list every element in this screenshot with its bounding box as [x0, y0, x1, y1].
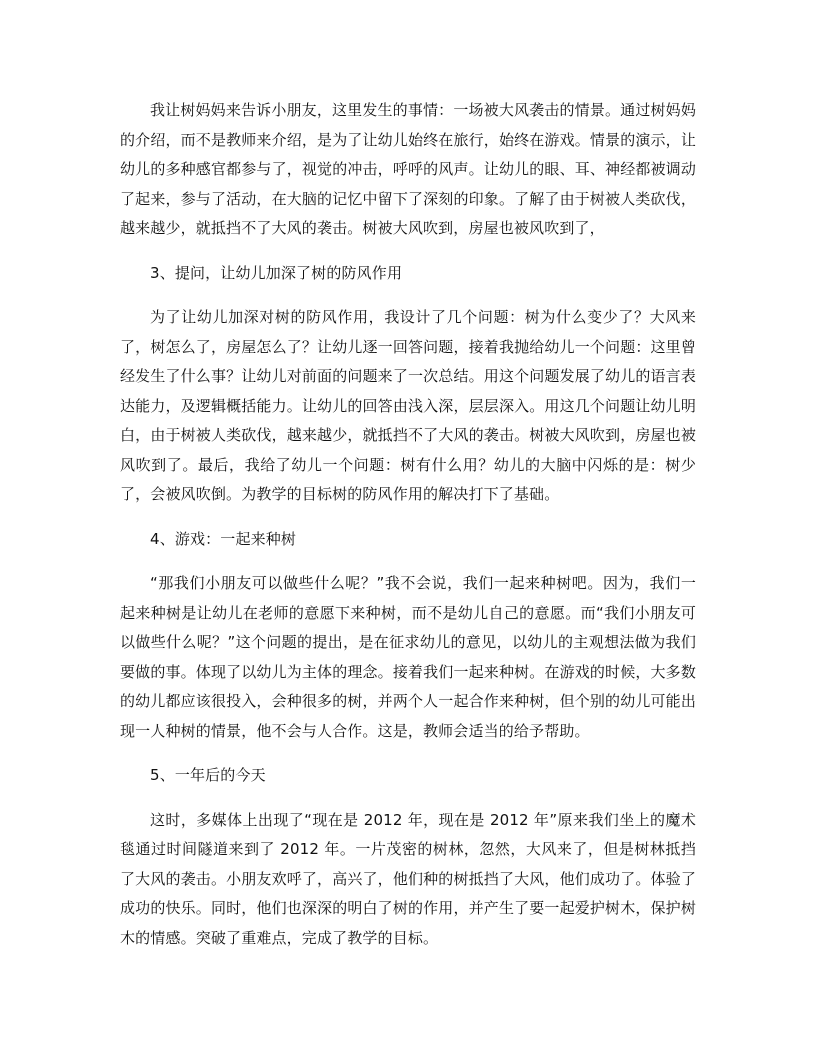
section-heading-3-questions: 3、提问，让幼儿加深了树的防风作用: [150, 263, 403, 282]
body-paragraph-questions: 为了让幼儿加深对树的防风作用，我设计了几个问题：树为什么变少了？大风来了，树怎么了，房屋怎么了？让幼儿逐一回答问题，接着我抛给幼儿一个问题：这里曾经发生了什么事？让幼儿对前面的问题来了一次总结。用这个问题发展了幼儿的语言表达能力，及逻辑概括能力。让幼儿的回答由浅入深，层层深入。用这几个问题让幼儿明白，由于树被人类砍伐，越来越少，就抵挡不了大风的袭击。树被大风吹到，房屋也被风吹到了。最后，我给了幼儿一个问题：树有什么用？幼儿的大脑中闪烁的是：树少了，会被风吹倒。为教学的目标树的防风作用的解决打下了基础。: [120, 308, 696, 503]
body-paragraph-2012-forest: 这时，多媒体上出现了“现在是 2012 年，现在是 2012 年”原来我们坐上的魔术毯通过时间隧道来到了 2012 年。一片茂密的树林，忽然，大风来了，但是树林抵挡了大风的袭击。小朋友欢呼了，高兴了，他们种的树抵挡了大风，他们成功了。体验了成功的快乐。同时，他们也深深的明白了树的作用，并产生了要一起爱护树木，保护树木的情感。突破了重难点，完成了教学的目标。: [120, 810, 696, 947]
section-heading-5-one-year-later: 5、一年后的今天: [150, 766, 266, 784]
document-body: [120, 96, 696, 953]
paragraph-spacer: [120, 288, 696, 303]
body-paragraph-planting-game: “那我们小朋友可以做些什么呢？”我不会说，我们一起来种树吧。因为，我们一起来种树是让幼儿在老师的意愿下来种树，而不是幼儿自己的意愿。而“我们小朋友可以做些什么呢？”这个问题的提出，是在征求幼儿的意见，以幼儿的主观想法做为我们要做的事。体现了以幼儿为主体的理念。接着我们一起来种树。在游戏的时候，大多数的幼儿都应该很投入，会种很多的树，并两个人一起合作来种树，但个别的幼儿可能出现一人种树的情景，他不会与人合作。这是，教师会适当的给予帮助。: [120, 574, 696, 740]
paragraph-spacer: [120, 554, 696, 569]
body-paragraph-tree-mother-scene: 我让树妈妈来告诉小朋友，这里发生的事情：一场被大风袭击的情景。通过树妈妈的介绍，而不是教师来介绍，是为了让幼儿始终在旅行，始终在游戏。情景的演示，让幼儿的多种感官都参与了，视觉的冲击，呼呼的风声。让幼儿的眼、耳、神经都被调动了起来，参与了活动，在大脑的记忆中留下了深刻的印象。了解了由于树被人类砍伐，越来越少，就抵挡不了大风的袭击。树被大风吹到，房屋也被风吹到了，: [120, 101, 696, 237]
paragraph-spacer: [120, 244, 696, 259]
paragraph-spacer: [120, 510, 696, 525]
section-heading-4-game: 4、游戏：一起来种树: [150, 529, 297, 548]
paragraph-spacer: [120, 746, 696, 761]
paragraph-spacer: [120, 791, 696, 806]
